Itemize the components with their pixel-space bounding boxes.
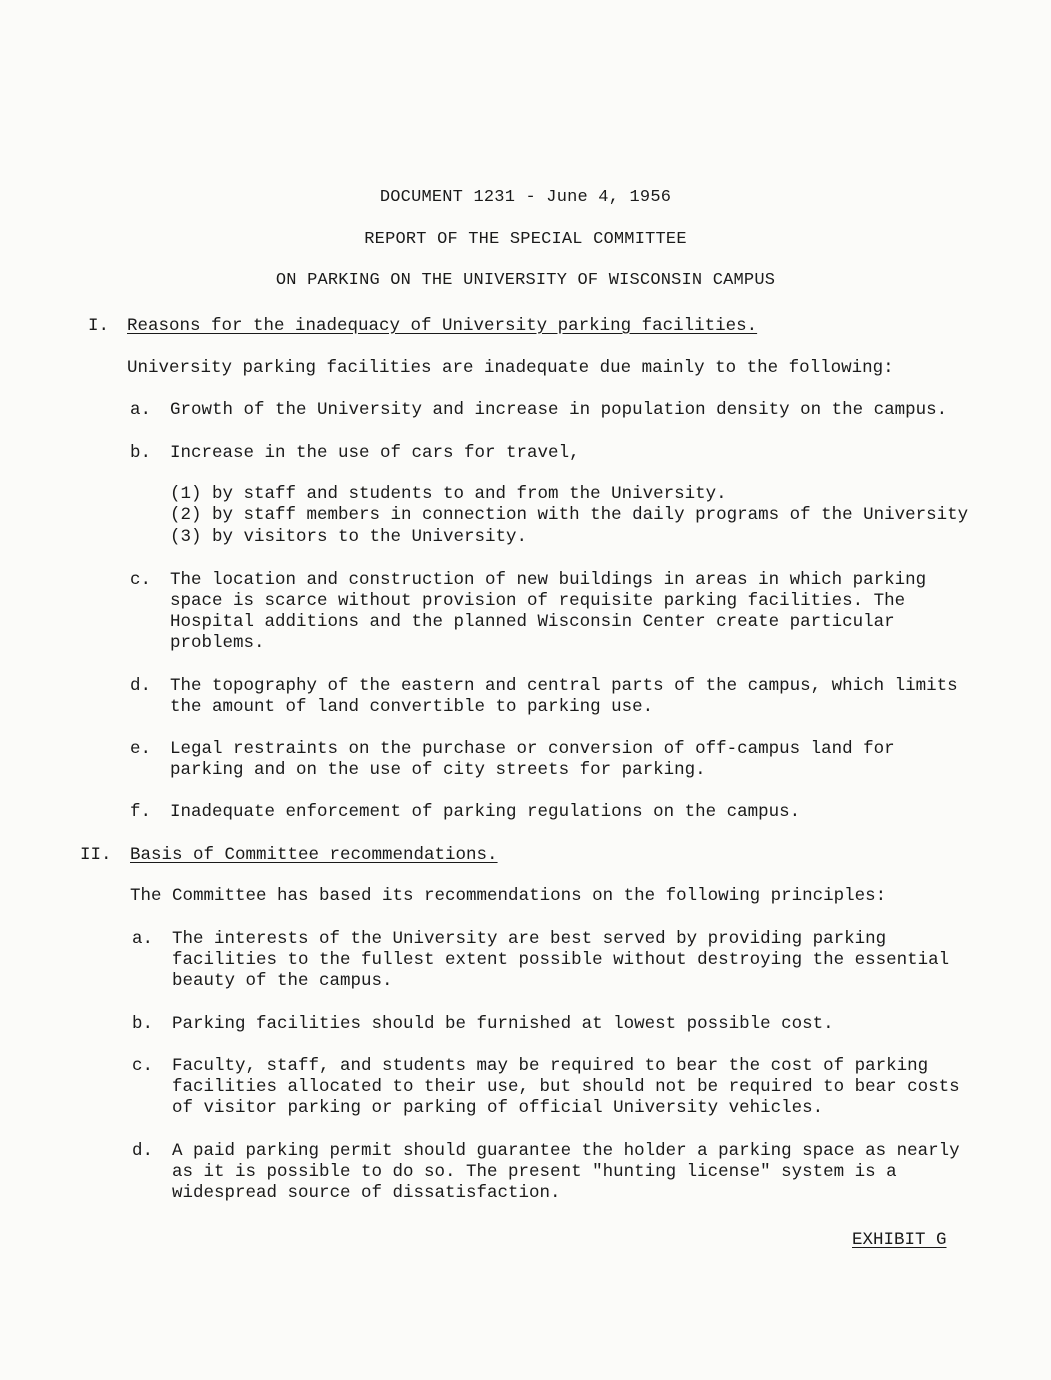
section-2-item-a-line-3: beauty of the campus.: [172, 971, 393, 991]
section-1-item-e-line-2: parking and on the use of city streets for parking.: [170, 760, 706, 780]
section-1-item-c-line-1: The location and construction of new buildings in areas in which parking: [170, 570, 927, 590]
item-label: d.: [130, 676, 152, 696]
section-2-item-c-line-3: of visitor parking or parking of official University vehicles.: [172, 1098, 824, 1118]
section-2-item-d-line-3: widespread source of dissatisfaction.: [172, 1183, 561, 1203]
section-2-item-a-line-2: facilities to the fullest extent possible without destroying the essential: [172, 950, 950, 970]
section-1-intro: University parking facilities are inadequate due mainly to the following:: [127, 358, 894, 378]
section-1-item-c-line-4: problems.: [170, 633, 265, 653]
item-label: c.: [130, 570, 152, 590]
item-label: e.: [130, 739, 152, 759]
section-1-item-c-line-2: space is scarce without provision of requisite parking facilities. The: [170, 591, 906, 611]
section-2-item-c-line-1: Faculty, staff, and students may be required to bear the cost of parking: [172, 1056, 929, 1076]
section-1-subitem-b1: (1) by staff and students to and from the University.: [170, 484, 727, 504]
section-1-heading: Reasons for the inadequacy of University parking facilities.: [127, 316, 758, 336]
section-1-item-a: Growth of the University and increase in population density on the campus.: [170, 400, 948, 420]
report-title: REPORT OF THE SPECIAL COMMITTEE: [364, 230, 687, 249]
section-1-item-d-line-2: the amount of land convertible to parking use.: [170, 697, 654, 717]
section-1-number: I.: [88, 316, 110, 336]
item-label: b.: [132, 1014, 154, 1034]
exhibit-label: EXHIBIT G: [852, 1230, 947, 1250]
document-number-date: DOCUMENT 1231 - June 4, 1956: [379, 188, 672, 207]
section-2-intro: The Committee has based its recommendations on the following principles:: [130, 886, 887, 906]
section-2-item-b: Parking facilities should be furnished at lowest possible cost.: [172, 1014, 834, 1034]
item-label: d.: [132, 1141, 154, 1161]
section-2-item-c-line-2: facilities allocated to their use, but should not be required to bear costs: [172, 1077, 960, 1097]
report-subtitle: ON PARKING ON THE UNIVERSITY OF WISCONSIN CAMPUS: [275, 271, 776, 290]
section-2-number: II.: [80, 845, 112, 865]
item-label: f.: [130, 802, 152, 822]
section-2-heading: Basis of Committee recommendations.: [130, 845, 498, 865]
item-label: a.: [132, 929, 154, 949]
item-label: c.: [132, 1056, 154, 1076]
section-1-item-f: Inadequate enforcement of parking regulations on the campus.: [170, 802, 801, 822]
section-1-item-b: Increase in the use of cars for travel,: [170, 443, 580, 463]
section-1-subitem-b2: (2) by staff members in connection with the daily programs of the University: [170, 505, 969, 525]
section-2-item-d-line-2: as it is possible to do so. The present "hunting license" system is a: [172, 1162, 897, 1182]
item-label: b.: [130, 443, 152, 463]
section-1-item-c-line-3: Hospital additions and the planned Wisconsin Center create particular: [170, 612, 895, 632]
section-1-subitem-b3: (3) by visitors to the University.: [170, 527, 528, 547]
section-2-item-d-line-1: A paid parking permit should guarantee the holder a parking space as nearly: [172, 1141, 960, 1161]
section-2-item-a-line-1: The interests of the University are best served by providing parking: [172, 929, 887, 949]
section-1-item-e-line-1: Legal restraints on the purchase or conversion of off-campus land for: [170, 739, 895, 759]
section-1-item-d-line-1: The topography of the eastern and central parts of the campus, which limits: [170, 676, 958, 696]
item-label: a.: [130, 400, 152, 420]
